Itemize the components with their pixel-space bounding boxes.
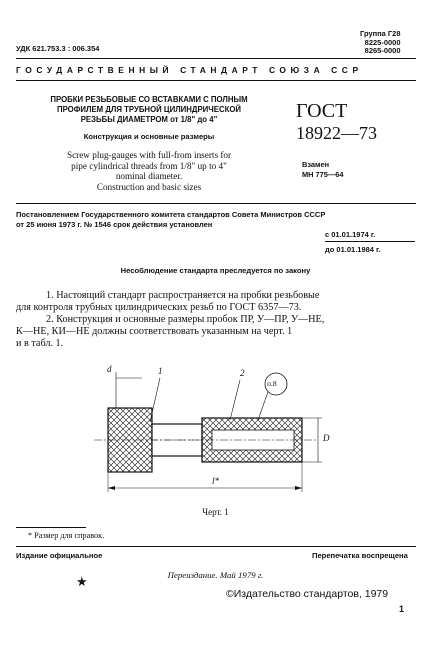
body-line: 1. Настоящий стандарт распространяется на пробки резьбовые [46,290,320,301]
title-en-line: Screw plug-gauges with full-from inserts for [66,150,232,160]
copyright: ©Издательство стандартов, 1979 [226,588,389,600]
label-thread: п.8 [267,379,277,388]
footnote: * Размер для справок. [28,531,105,540]
leader-2 [230,380,240,420]
group-code-line: 8225-0000 [364,37,401,47]
group-code-line: 8265-0000 [364,46,401,55]
title-ru-line: ПРОФИЛЕМ ДЛЯ ТРУБНОЙ ЦИЛИНДРИЧЕСКОЙ [56,105,242,114]
page-number: 1 [399,604,405,614]
replaces-label: Взамен [302,160,330,169]
star-icon: ★ [76,574,88,589]
label-D: D [323,433,330,443]
group-code-line: Группа Г28 [360,29,401,38]
body-line: и в табл. 1. [16,338,64,349]
title-en-line: nominal diameter. [115,171,183,181]
subtitle-ru: Конструкция и основные размеры [83,132,215,141]
udk-code: УДК 621.753.3 : 006.354 [16,44,100,53]
footer-rule [16,546,416,547]
state-standard-banner: ГОСУДАРСТВЕННЫЙ СТАНДАРТ СОЮЗА ССР [16,65,363,75]
figure-caption: Черт. 1 [202,507,229,517]
resolution-line: Постановлением Государственного комитета стандартов Совета Министров СССР [16,210,326,219]
law-notice: Несоблюдение стандарта преследуется по закону [120,266,311,275]
reprint-prohibited: Перепечатка воспрещена [312,551,408,560]
gost-label: ГОСТ [296,100,348,122]
resolution-line: от 25 июня 1973 г. № 1546 срок действия установлен [16,220,213,229]
gost-number: 18922—73 [296,123,377,143]
official-edition: Издание официальное [16,551,103,560]
reprint-date: Переиздание. Май 1979 г. [167,570,264,580]
title-en-line: Construction and basic sizes [96,181,202,192]
label-part-1: 1 [158,366,163,376]
body-line: для контроля трубных цилиндрических резьб по ГОСТ 6357—73. [16,302,302,313]
replaces-standard: МН 775—64 [302,170,344,179]
label-part-2: 2 [240,368,245,378]
effective-to: до 01.01.1984 г. [325,245,381,254]
leader-thread [258,392,268,420]
title-ru-line: РЕЗЬБЫ ДИАМЕТРОМ от 1/8" до 4" [80,115,218,124]
title-en-line: pipe cylindrical threads from 1/8" up to 4" [71,160,227,171]
label-d: d [107,364,112,374]
label-l: l* [212,476,220,486]
leader-1 [150,378,160,422]
body-line: К—НЕ, КИ—НЕ должны соответствовать указанным на черт. 1 [16,326,293,337]
body-line: 2. Конструкция и основные размеры пробок ПР, У—ПР, У—НЕ, [46,314,325,325]
effective-from: с 01.01.1974 г. [325,230,376,239]
title-ru-line: ПРОБКИ РЕЗЬБОВЫЕ СО ВСТАВКАМИ С ПОЛНЫМ [50,95,248,104]
footnote-rule [16,527,86,528]
